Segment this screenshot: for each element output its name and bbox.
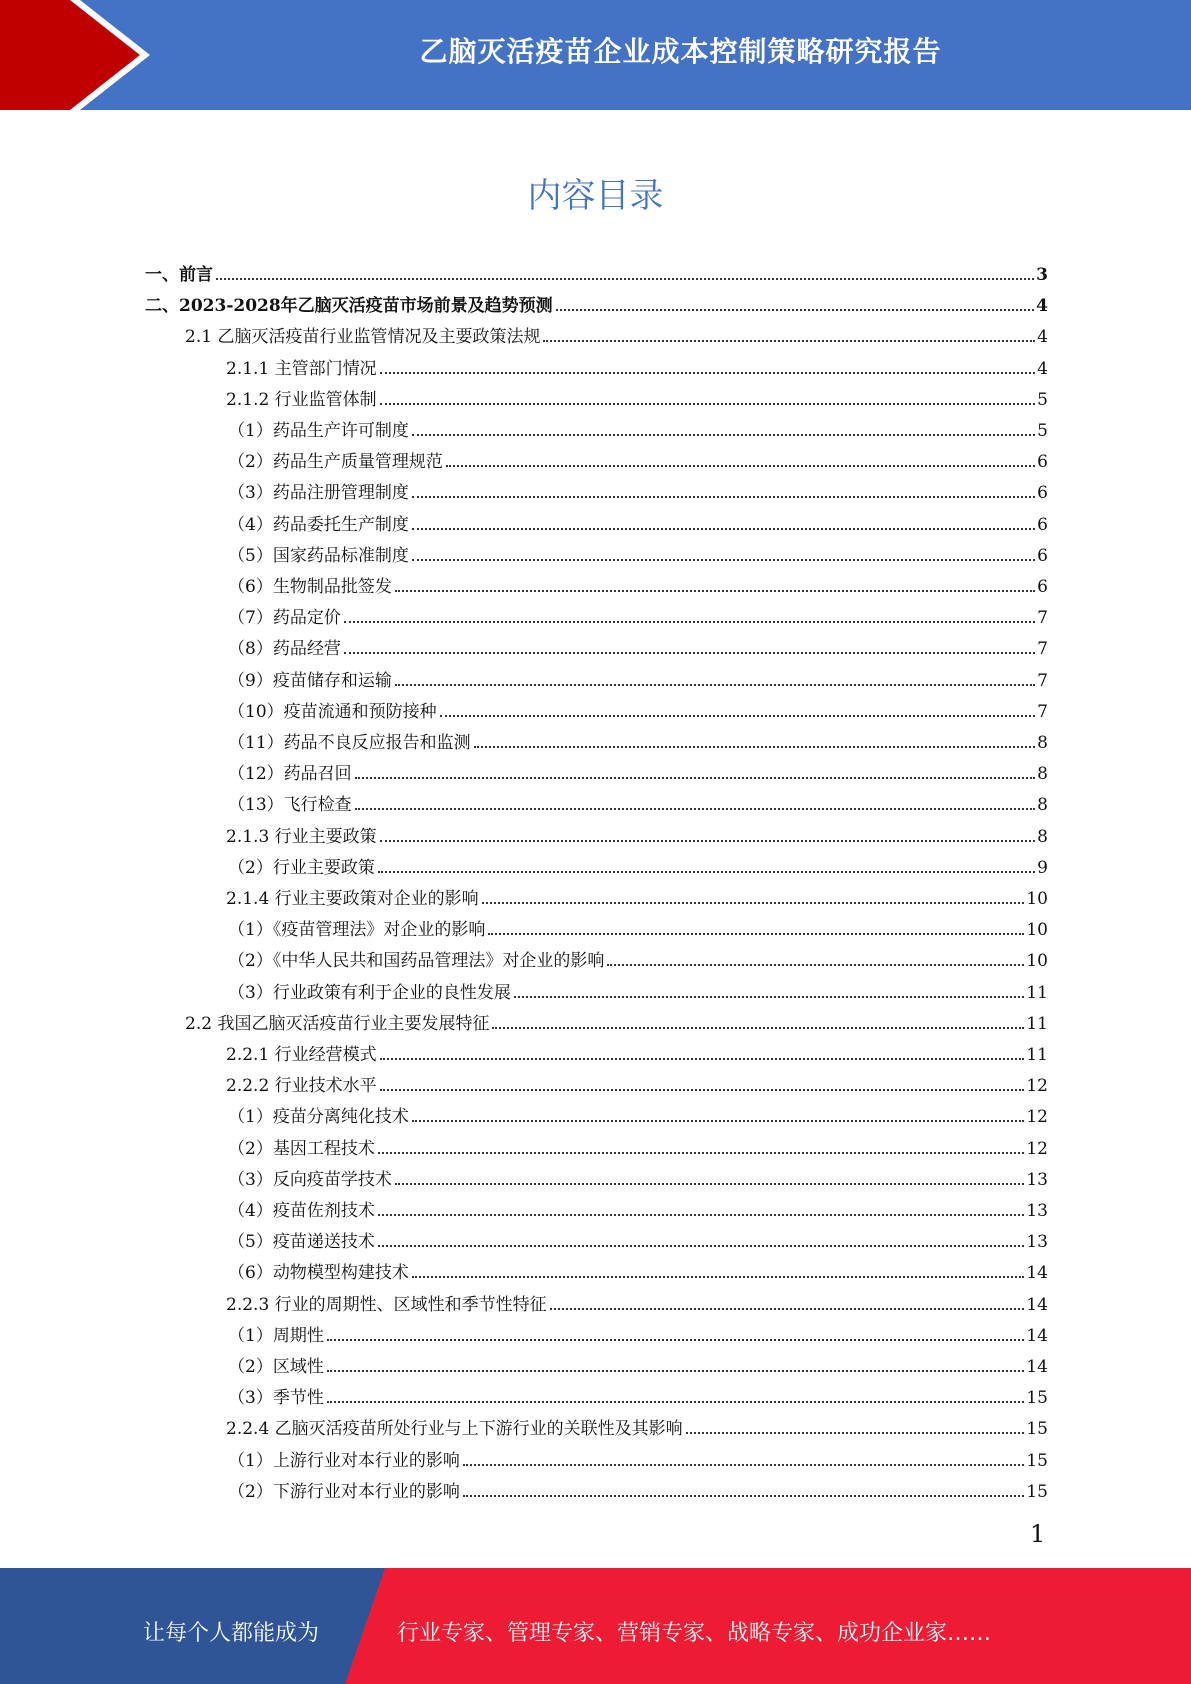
- toc-entry-page: 12: [1026, 1076, 1048, 1097]
- toc-entry[interactable]: [228, 910, 1048, 940]
- toc-entry[interactable]: [228, 848, 1048, 878]
- toc-leader-dots: [327, 1339, 1025, 1341]
- toc-entry[interactable]: [226, 380, 1048, 410]
- toc-entry[interactable]: [228, 723, 1048, 753]
- toc-entry-page: 7: [1037, 701, 1048, 722]
- toc-entry-page: 8: [1037, 795, 1048, 816]
- toc-entry-label: （4）药品委托生产制度: [228, 514, 409, 535]
- toc-leader-dots: [378, 1152, 1025, 1154]
- toc-entry-label: （10）疫苗流通和预防接种: [228, 701, 437, 722]
- page-footer: [0, 1568, 1191, 1684]
- toc-entry[interactable]: [228, 661, 1048, 691]
- toc-leader-dots: [492, 1027, 1024, 1029]
- toc-leader-dots: [344, 621, 1035, 623]
- toc-leader-dots: [378, 871, 1035, 873]
- toc-leader-dots: [550, 1308, 1025, 1310]
- toc-entry-page: 15: [1026, 1481, 1048, 1502]
- toc-entry-label: 2.2.4 乙脑灭活疫苗所处行业与上下游行业的关联性及其影响: [226, 1419, 683, 1440]
- footer-slogan-left: 让每个人都能成为: [143, 1621, 320, 1646]
- toc-entry-page: 7: [1037, 639, 1048, 660]
- toc-entry-label: （3）季节性: [228, 1388, 324, 1409]
- toc-entry-page: 6: [1037, 545, 1048, 566]
- toc-leader-dots: [412, 434, 1035, 436]
- toc-entry-page: 10: [1026, 920, 1048, 941]
- toc-entry[interactable]: [228, 1222, 1048, 1252]
- toc-entry-page: 5: [1037, 421, 1048, 441]
- toc-entry-page: 9: [1037, 857, 1048, 878]
- toc-leader-dots: [355, 777, 1036, 779]
- toc-leader-dots: [463, 1495, 1025, 1497]
- toc-entry-label: （6）动物模型构建技术: [228, 1263, 409, 1284]
- toc-leader-dots: [488, 933, 1024, 935]
- toc-entry[interactable]: [226, 1409, 1048, 1439]
- toc-entry-page: 13: [1026, 1232, 1048, 1253]
- toc-leader-dots: [440, 715, 1036, 717]
- toc-entry[interactable]: [228, 941, 1048, 971]
- toc-entry[interactable]: [145, 286, 1048, 316]
- toc-entry-label: （5）国家药品标准制度: [228, 545, 409, 566]
- toc-entry[interactable]: [226, 349, 1048, 379]
- toc-leader-dots: [412, 1120, 1025, 1122]
- toc-leader-dots: [380, 1089, 1025, 1091]
- toc-leader-dots: [607, 964, 1024, 966]
- toc-entry-page: 11: [1026, 982, 1048, 1003]
- toc-entry-page: 4: [1037, 358, 1048, 379]
- toc-entry[interactable]: [226, 817, 1048, 847]
- toc-entry-label: （1）上游行业对本行业的影响: [228, 1450, 460, 1471]
- toc-entry[interactable]: [228, 1160, 1048, 1190]
- toc-leader-dots: [395, 684, 1035, 686]
- toc-leader-dots: [543, 340, 1035, 342]
- toc-entry-page: 13: [1026, 1169, 1048, 1190]
- toc-leader-dots: [355, 808, 1036, 810]
- toc-entry[interactable]: [228, 629, 1048, 659]
- toc-entry-label: （3）药品注册管理制度: [228, 483, 409, 504]
- toc-entry[interactable]: [226, 1285, 1048, 1315]
- toc-entry-label: 2.1.2 行业监管体制: [226, 389, 377, 410]
- toc-entry-label: （5）疫苗递送技术: [228, 1232, 375, 1253]
- toc-entry-page: 10: [1026, 951, 1048, 972]
- toc-entry-label: 2.1.3 行业主要政策: [226, 826, 377, 847]
- toc-entry-page: 4: [1036, 296, 1048, 317]
- toc-entry-label: 2.2.1 行业经营模式: [226, 1045, 377, 1065]
- toc-entry-page: 10: [1026, 889, 1048, 909]
- footer-slogan-right: 行业专家、管理专家、营销专家、战略专家、成功企业家……: [397, 1621, 992, 1646]
- toc-leader-dots: [380, 403, 1036, 405]
- toc-leader-dots: [686, 1432, 1025, 1434]
- toc-entry-page: 14: [1026, 1263, 1048, 1284]
- toc-leader-dots: [216, 278, 1034, 280]
- toc-entry-page: 8: [1037, 733, 1048, 753]
- toc-entry[interactable]: [228, 1441, 1048, 1471]
- toc-entry-page: 8: [1037, 826, 1048, 847]
- toc-entry-page: 11: [1026, 1013, 1048, 1034]
- toc-entry-label: （3）行业政策有利于企业的良性发展: [228, 982, 511, 1003]
- toc-entry-label: （4）疫苗佐剂技术: [228, 1201, 375, 1221]
- toc-leader-dots: [514, 996, 1025, 998]
- toc-entry-label: （2）基因工程技术: [228, 1138, 375, 1159]
- toc-entry[interactable]: [226, 1066, 1048, 1096]
- toc-entry-label: （11）药品不良反应报告和监测: [228, 733, 471, 753]
- toc-entry[interactable]: [185, 1004, 1048, 1034]
- toc-entry[interactable]: [226, 879, 1048, 909]
- toc-entry[interactable]: [228, 1347, 1048, 1377]
- toc-entry-label: （3）反向疫苗学技术: [228, 1169, 392, 1190]
- toc-entry[interactable]: [228, 1191, 1048, 1221]
- toc-entry-label: （8）药品经营: [228, 639, 341, 660]
- toc-entry-page: 7: [1037, 670, 1048, 691]
- toc-entry[interactable]: [228, 1472, 1048, 1502]
- toc-entry-label: 2.2 我国乙脑灭活疫苗行业主要发展特征: [185, 1013, 490, 1034]
- toc-entry-label: 一、前言: [145, 265, 213, 285]
- toc-entry[interactable]: [228, 473, 1048, 503]
- toc-entry-page: 14: [1026, 1357, 1048, 1377]
- toc-entry-label: （1）周期性: [228, 1325, 324, 1346]
- toc-entry-page: 11: [1026, 1045, 1048, 1065]
- toc-entry[interactable]: [228, 785, 1048, 815]
- toc-entry-page: 15: [1026, 1388, 1048, 1409]
- toc-leader-dots: [463, 1464, 1025, 1466]
- toc-entry-page: 12: [1026, 1107, 1048, 1128]
- toc-leader-dots: [344, 652, 1035, 654]
- toc-entry[interactable]: [228, 598, 1048, 628]
- toc-entry-label: （2）行业主要政策: [228, 857, 375, 878]
- toc-leader-dots: [327, 1370, 1025, 1372]
- report-title: 乙脑灭活疫苗企业成本控制策略研究报告: [419, 35, 942, 68]
- toc-entry-label: （6）生物制品批签发: [228, 577, 392, 597]
- toc-entry[interactable]: [228, 1316, 1048, 1346]
- toc-leader-dots: [412, 1276, 1025, 1278]
- toc-entry[interactable]: [228, 692, 1048, 722]
- toc-entry[interactable]: [228, 442, 1048, 472]
- toc-leader-dots: [380, 840, 1036, 842]
- toc-entry[interactable]: [228, 1097, 1048, 1127]
- toc-leader-dots: [395, 1183, 1025, 1185]
- toc-entry-label: 2.1.1 主管部门情况: [226, 358, 377, 379]
- toc-entry-page: 3: [1036, 265, 1048, 285]
- toc-leader-dots: [327, 1401, 1025, 1403]
- page-number: 1: [1030, 1520, 1046, 1548]
- toc-entry-page: 6: [1037, 514, 1048, 535]
- toc-entry[interactable]: [228, 754, 1048, 784]
- toc-entry-label: （1）《疫苗管理法》对企业的影响: [228, 920, 486, 941]
- toc-entry-label: 2.2.2 行业技术水平: [226, 1076, 377, 1097]
- toc-entry-label: （1）药品生产许可制度: [228, 421, 409, 441]
- toc-entry-label: （2）下游行业对本行业的影响: [228, 1481, 460, 1502]
- toc-entry-label: （2）《中华人民共和国药品管理法》对企业的影响: [228, 951, 605, 972]
- toc-entry-page: 15: [1026, 1450, 1048, 1471]
- toc-leader-dots: [482, 902, 1025, 904]
- toc-entry[interactable]: [228, 1129, 1048, 1159]
- toc-entry-label: （12）药品召回: [228, 764, 352, 785]
- toc-entry-label: 2.2.3 行业的周期性、区域性和季节性特征: [226, 1294, 547, 1315]
- toc-leader-dots: [446, 465, 1035, 467]
- toc-entry[interactable]: [226, 1035, 1048, 1065]
- toc-entry-label: （1）疫苗分离纯化技术: [228, 1107, 409, 1128]
- page-header: [0, 0, 1191, 110]
- toc-entry[interactable]: [228, 973, 1048, 1003]
- toc-entry-label: 2.1.4 行业主要政策对企业的影响: [226, 889, 479, 909]
- toc-entry-page: 12: [1026, 1138, 1048, 1159]
- toc-entry-label: （7）药品定价: [228, 608, 341, 629]
- toc-entry-label: 二、2023-2028年乙脑灭活疫苗市场前景及趋势预测: [145, 296, 553, 317]
- toc-leader-dots: [378, 1245, 1025, 1247]
- toc-leader-dots: [395, 590, 1035, 592]
- toc-entry[interactable]: [228, 567, 1048, 597]
- toc-entry-label: （2）药品生产质量管理规范: [228, 452, 443, 473]
- toc-entry[interactable]: [228, 536, 1048, 566]
- header-chevron-decoration: [0, 0, 200, 110]
- toc-entry-page: 15: [1026, 1419, 1048, 1440]
- toc-entry[interactable]: [228, 1378, 1048, 1408]
- toc-entry[interactable]: [228, 411, 1048, 441]
- toc-entry-page: 5: [1037, 389, 1048, 410]
- toc-entry[interactable]: [145, 255, 1048, 285]
- toc-entry-page: 6: [1037, 452, 1048, 473]
- toc-entry-label: （13）飞行检查: [228, 795, 352, 816]
- toc-entry-label: （9）疫苗储存和运输: [228, 670, 392, 691]
- toc-entry-label: （2）区域性: [228, 1357, 324, 1377]
- toc-leader-dots: [412, 496, 1035, 498]
- toc-entry-page: 6: [1037, 483, 1048, 504]
- toc-entry[interactable]: [228, 505, 1048, 535]
- toc-heading: 内容目录: [527, 176, 664, 216]
- toc-leader-dots: [378, 1214, 1025, 1216]
- toc-entry-page: 8: [1037, 764, 1048, 785]
- toc-leader-dots: [380, 372, 1036, 374]
- toc-entry[interactable]: [228, 1253, 1048, 1283]
- toc-entry-page: 14: [1026, 1294, 1048, 1315]
- toc-entry-page: 14: [1026, 1325, 1048, 1346]
- toc-entry-page: 4: [1037, 327, 1048, 348]
- toc-entry-label: 2.1 乙脑灭活疫苗行业监管情况及主要政策法规: [185, 327, 541, 348]
- toc-leader-dots: [412, 559, 1035, 561]
- toc-entry-page: 7: [1037, 608, 1048, 629]
- toc-entry[interactable]: [185, 317, 1048, 347]
- toc-entry-page: 6: [1037, 577, 1048, 597]
- toc-entry-page: 13: [1026, 1201, 1048, 1221]
- toc-leader-dots: [412, 528, 1035, 530]
- toc-leader-dots: [556, 309, 1034, 311]
- toc-leader-dots: [474, 746, 1036, 748]
- toc-leader-dots: [380, 1058, 1025, 1060]
